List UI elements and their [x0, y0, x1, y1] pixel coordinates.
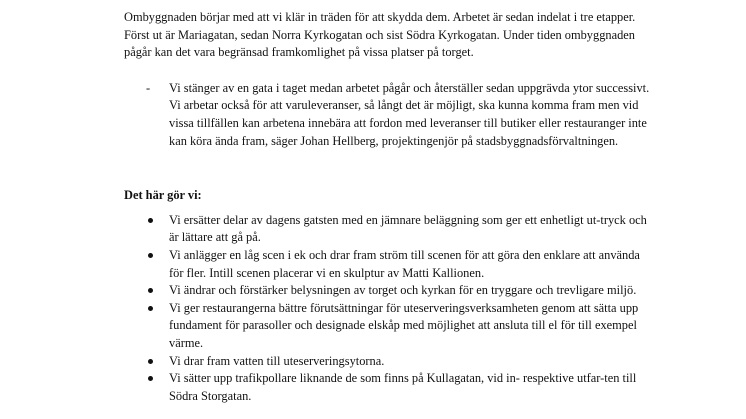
- list-item: [124, 247, 654, 282]
- list-item: [124, 353, 654, 371]
- list-item-text: Vi drar fram vatten till uteserveringsytorna.: [169, 353, 385, 368]
- intro-paragraph: Ombyggnaden börjar med att vi klär in träden för att skydda dem. Arbetet är sedan indelat i tre etapper. Först ut är Mariagatan, sedan Norra Kyrkogatan och sist Södra Kyrkogatan. Under tiden ombyggnaden pågår kan det vara begränsad framkomlighet på vissa platser på torget.: [124, 10, 636, 60]
- bullet-icon: [148, 376, 153, 381]
- list-item: [124, 370, 654, 405]
- bullet-icon: [148, 306, 153, 311]
- list-item: [124, 300, 654, 353]
- quote-block: [124, 80, 654, 150]
- dash-marker: -: [146, 80, 151, 95]
- bullet-icon: [148, 253, 153, 258]
- list-item-text: Vi ersätter delar av dagens gatsten med en jämnare beläggning som ger ett enhetligt ut-tryck och är lättare att gå på.: [169, 212, 647, 245]
- bullet-list: [124, 212, 654, 406]
- quote-paragraph: Vi stänger av en gata i taget medan arbetet pågår och återställer sedan uppgrävda ytor successivt. Vi arbetar också för att varuleveranser, så långt det är möjligt, ska kunna komma fram men vid vissa tillfällen kan arbetena innebära att fordon med leveranser till butiker eller restauranger inte kan köra ända fram, säger Johan Hellberg, projektingenjör på stadsbyggnadsförvaltningen.: [169, 80, 650, 148]
- list-item-text: Vi anlägger en låg scen i ek och drar fram ström till scenen för att göra den enklare att använda för fler. Intill scenen placerar vi en skulptur av Matti Kallionen.: [169, 247, 640, 280]
- bullet-icon: [148, 359, 153, 364]
- list-item-text: Vi ändrar och förstärker belysningen av torget och kyrkan för en tryggare och trevligare miljö.: [169, 283, 637, 298]
- bullet-icon: [148, 288, 153, 293]
- list-item: [124, 212, 654, 247]
- list-item: [124, 282, 654, 300]
- document-page: [124, 9, 654, 405]
- section-heading: Det här gör vi:: [124, 188, 202, 203]
- list-item-text: Vi sätter upp trafikpollare liknande de som finns på Kullagatan, vid in- respektive utfar-ten till Södra Storgatan.: [169, 371, 637, 403]
- bullet-icon: [148, 218, 153, 223]
- list-item-text: Vi ger restaurangerna bättre förutsättningar för uteserveringsverksamheten genom att sätta upp fundament för parasoller och designade elskåp med möjlighet att ansluta till el för till exempel värme.: [169, 300, 639, 350]
